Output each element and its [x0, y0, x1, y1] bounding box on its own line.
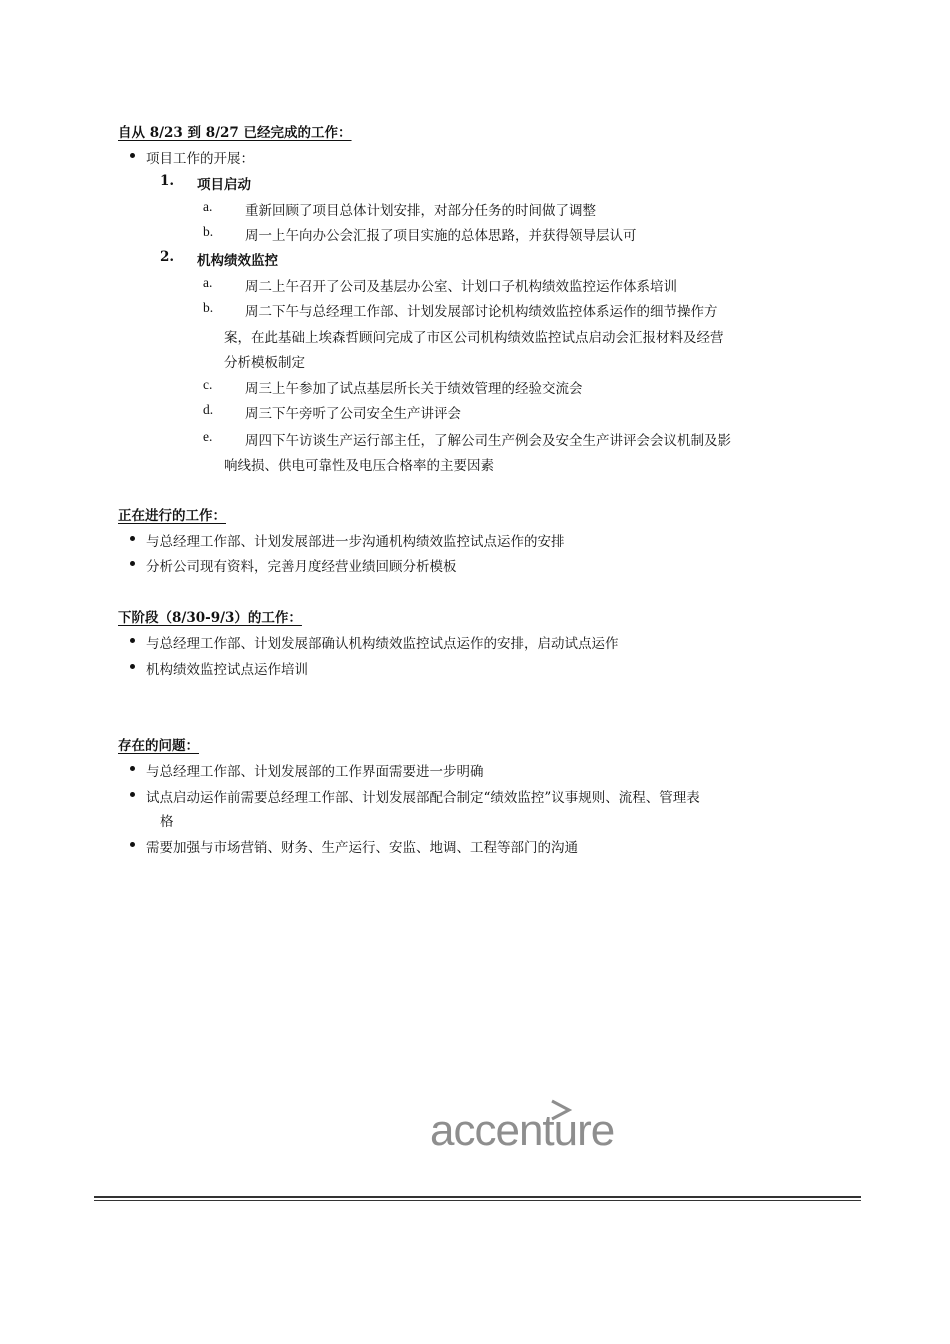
item-number: 1. [160, 173, 175, 189]
sub-item-text: 周三上午参加了试点基层所长关于绩效管理的经验交流会 [245, 381, 583, 397]
list-item: 项目工作的开展： [146, 151, 254, 167]
sub-item-letter: b. [203, 224, 214, 239]
item-number: 2. [160, 249, 175, 265]
sub-item-text: 周二下午与总经理工作部、计划发展部讨论机构绩效监控体系运作的细节操作方 [245, 304, 718, 320]
list-item: 与总经理工作部、计划发展部进一步沟通机构绩效监控试点运作的安排 [146, 534, 565, 550]
sub-item-text: 周四下午访谈生产运行部主任，了解公司生产例会及安全生产讲评会会议机制及影 [245, 433, 731, 449]
bullet-dot [130, 536, 135, 541]
section-heading-done: 自从 8/23 到 8/27 已经完成的工作： [118, 125, 352, 141]
logo-wordmark: accenture [430, 1106, 615, 1155]
bullet-dot [130, 766, 135, 771]
bullet-dot [130, 153, 135, 158]
sub-item-letter: c. [203, 377, 213, 392]
footer-rule [94, 1200, 861, 1201]
sub-item-text-continued: 响线损、供电可靠性及电压合格率的主要因素 [224, 458, 494, 474]
list-item: 试点启动运作前需要总经理工作部、计划发展部配合制定“绩效监控”议事规则、流程、管理表 [146, 790, 700, 806]
sub-item-letter: d. [203, 402, 214, 417]
bullet-dot [130, 561, 135, 566]
footer-rule [94, 1196, 861, 1198]
bullet-dot [130, 842, 135, 847]
sub-item-text: 周二上午召开了公司及基层办公室、计划口子机构绩效监控运作体系培训 [245, 279, 677, 295]
sub-item-text-continued: 分析模板制定 [224, 355, 305, 371]
section-heading-next: 下阶段（8/30-9/3）的工作： [118, 610, 302, 626]
accenture-logo [420, 1095, 650, 1165]
list-item: 机构绩效监控试点运作培训 [146, 662, 308, 678]
sub-item-letter: b. [203, 300, 214, 315]
section-heading-issues: 存在的问题： [118, 738, 199, 754]
bullet-dot [130, 792, 135, 797]
sub-item-text: 重新回顾了项目总体计划安排，对部分任务的时间做了调整 [245, 203, 596, 219]
sub-item-text-continued: 案，在此基础上埃森哲顾问完成了市区公司机构绩效监控试点启动会汇报材料及经营 [224, 330, 724, 346]
bullet-dot [130, 638, 135, 643]
list-item-continued: 格 [160, 814, 174, 830]
sub-item-letter: a. [203, 199, 213, 214]
section-heading-ongoing: 正在进行的工作： [118, 508, 226, 524]
list-item: 需要加强与市场营销、财务、生产运行、安监、地调、工程等部门的沟通 [146, 840, 578, 856]
list-item: 分析公司现有资料，完善月度经营业绩回顾分析模板 [146, 559, 457, 575]
list-item: 与总经理工作部、计划发展部的工作界面需要进一步明确 [146, 764, 484, 780]
bullet-dot [130, 664, 135, 669]
item-title: 机构绩效监控 [197, 253, 278, 269]
list-item: 与总经理工作部、计划发展部确认机构绩效监控试点运作的安排，启动试点运作 [146, 636, 619, 652]
sub-item-letter: e. [203, 429, 213, 444]
sub-item-text: 周三下午旁听了公司安全生产讲评会 [245, 406, 461, 422]
sub-item-letter: a. [203, 275, 213, 290]
sub-item-text: 周一上午向办公会汇报了项目实施的总体思路，并获得领导层认可 [245, 228, 637, 244]
item-title: 项目启动 [197, 177, 251, 193]
